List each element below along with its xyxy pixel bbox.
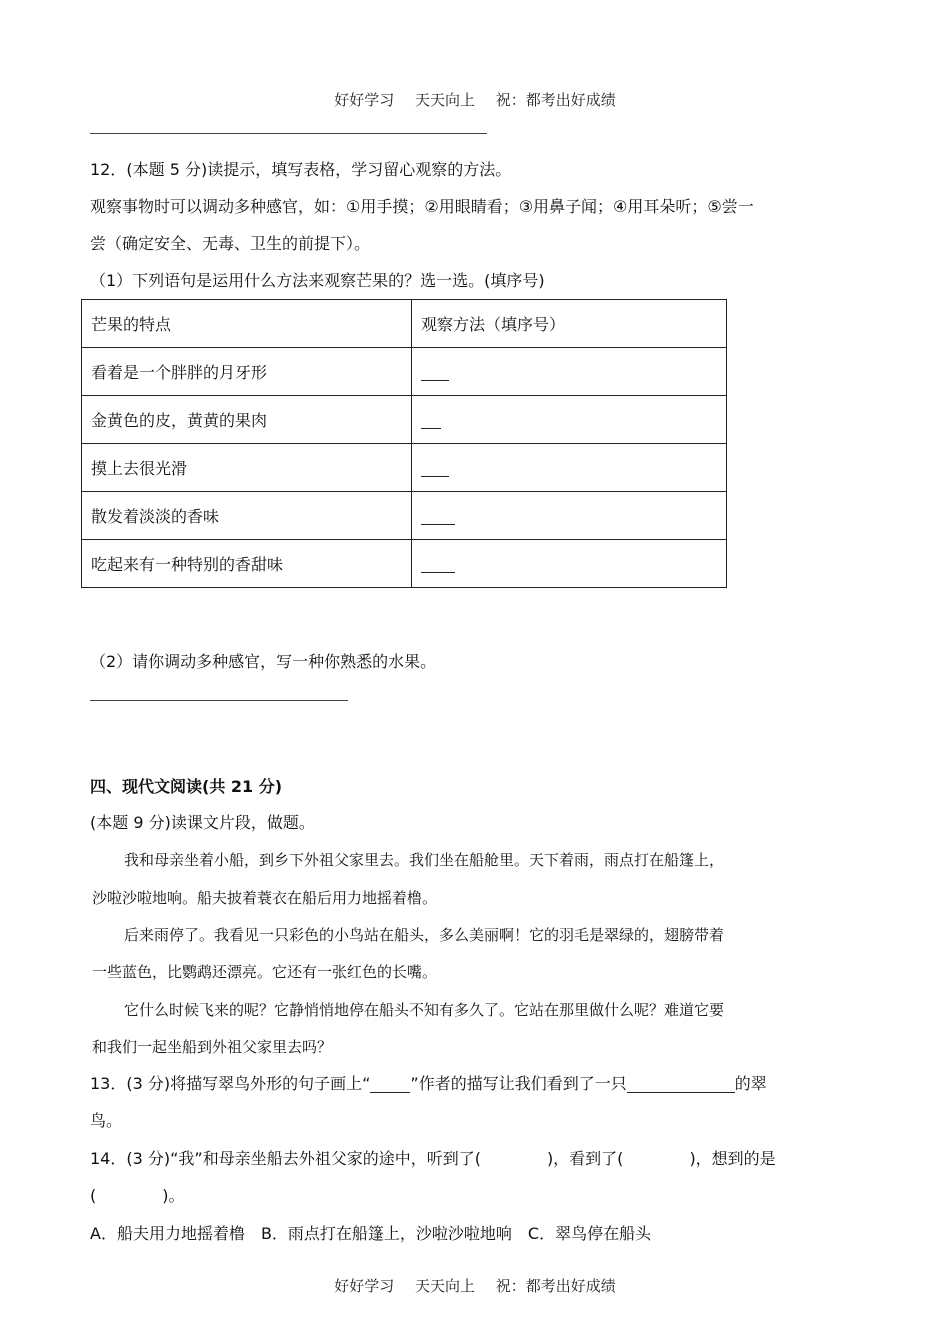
table-header-method: 观察方法（填序号） (412, 300, 727, 348)
table-cell-feature: 金黄色的皮，黄黄的果肉 (82, 396, 412, 444)
q14-text-c: )，想到的是 (689, 1149, 776, 1168)
table-header-row (82, 300, 727, 348)
q12-hint-line1: 观察事物时可以调动多种感官，如：①用手摸；②用眼睛看；③用鼻子闻；④用耳朵听；⑤尝一 (90, 197, 754, 216)
passage-line: 我和母亲坐着小船，到乡下外祖父家里去。我们坐在船舱里。天下着雨，雨点打在船篷上， (124, 851, 725, 869)
section4-title: 四、现代文阅读(共 21 分) (90, 777, 283, 796)
passage-line: 和我们一起坐船到外祖父家里去吗？ (92, 1038, 333, 1056)
answer-blank[interactable] (421, 558, 455, 573)
q14-line2 (90, 1183, 185, 1206)
q13-line2: 鸟。 (90, 1111, 123, 1130)
table-row (82, 492, 727, 540)
table-row (82, 348, 727, 396)
passage-line: 后来雨停了。我看见一只彩色的小鸟站在船头，多么美丽啊！它的羽毛是翠绿的，翅膀带着 (124, 926, 725, 944)
passage-line: 它什么时候飞来的呢？它静悄悄地停在船头不知有多久了。它站在那里做什么呢？难道它要 (124, 1001, 725, 1019)
section4-intro: (本题 9 分)读课文片段，做题。 (90, 813, 315, 832)
q13-text-b: ”作者的描写让我们看到了一只 (410, 1074, 627, 1093)
answer-cell[interactable] (412, 540, 727, 588)
answer-blank[interactable] (421, 366, 449, 381)
q14-options: A．船夫用力地摇着橹 B．雨点打在船篷上，沙啦沙啦地响 C．翠鸟停在船头 (90, 1224, 652, 1243)
footer-text-1: 好好学习 (334, 1277, 395, 1295)
table-cell-feature: 摸上去很光滑 (82, 444, 412, 492)
q14-text-b: )，看到了( (546, 1149, 624, 1168)
page-header (0, 89, 950, 110)
table-row (82, 540, 727, 588)
q14-paren-close: )。 (162, 1186, 185, 1205)
passage-line: 沙啦沙啦地响。船夫披着蓑衣在船后用力地摇着橹。 (92, 889, 438, 907)
q14-text-a: 14．(3 分)“我”和母亲坐船去外祖父家的途中，听到了( (90, 1149, 481, 1168)
header-text-2: 天天向上 (414, 91, 475, 109)
header-text-1: 好好学习 (334, 91, 395, 109)
q13-answer-blank[interactable] (627, 1078, 735, 1093)
table-cell-feature: 散发着淡淡的香味 (82, 492, 412, 540)
table-row (82, 396, 727, 444)
footer-text-2: 天天向上 (414, 1277, 475, 1295)
answer-blank[interactable] (421, 462, 449, 477)
answer-cell[interactable] (412, 348, 727, 396)
table-row (82, 444, 727, 492)
header-divider (90, 133, 487, 134)
q13-line1 (90, 1071, 767, 1094)
q12-sub1: （1）下列语句是运用什么方法来观察芒果的？选一选。(填序号) (90, 271, 545, 290)
q13-text-a: 13．(3 分)将描写翠鸟外形的句子画上“ (90, 1074, 371, 1093)
answer-cell[interactable] (412, 492, 727, 540)
header-text-3: 祝：都考出好成绩 (495, 91, 616, 109)
q13-mark-blank[interactable] (370, 1078, 410, 1093)
q14-line1 (90, 1146, 776, 1169)
q12-title: 12．(本题 5 分)读提示，填写表格，学习留心观察的方法。 (90, 160, 512, 179)
q12-answer-line[interactable] (90, 700, 348, 701)
q12-hint-line2: 尝（确定安全、无毒、卫生的前提下）。 (90, 234, 371, 253)
passage-line: 一些蓝色，比鹦鹉还漂亮。它还有一张红色的长嘴。 (92, 963, 438, 981)
answer-blank[interactable] (421, 414, 441, 429)
answer-cell[interactable] (412, 444, 727, 492)
table-cell-feature: 看着是一个胖胖的月牙形 (82, 348, 412, 396)
answer-blank[interactable] (421, 510, 455, 525)
table-header-feature: 芒果的特点 (82, 300, 412, 348)
page-footer (0, 1275, 950, 1296)
footer-text-3: 祝：都考出好成绩 (495, 1277, 616, 1295)
observation-table (81, 299, 727, 588)
answer-cell[interactable] (412, 396, 727, 444)
q12-sub2: （2）请你调动多种感官，写一种你熟悉的水果。 (90, 652, 437, 671)
q14-paren-open: ( (90, 1186, 97, 1205)
table-cell-feature: 吃起来有一种特别的香甜味 (82, 540, 412, 588)
q13-text-c: 的翠 (734, 1074, 767, 1093)
